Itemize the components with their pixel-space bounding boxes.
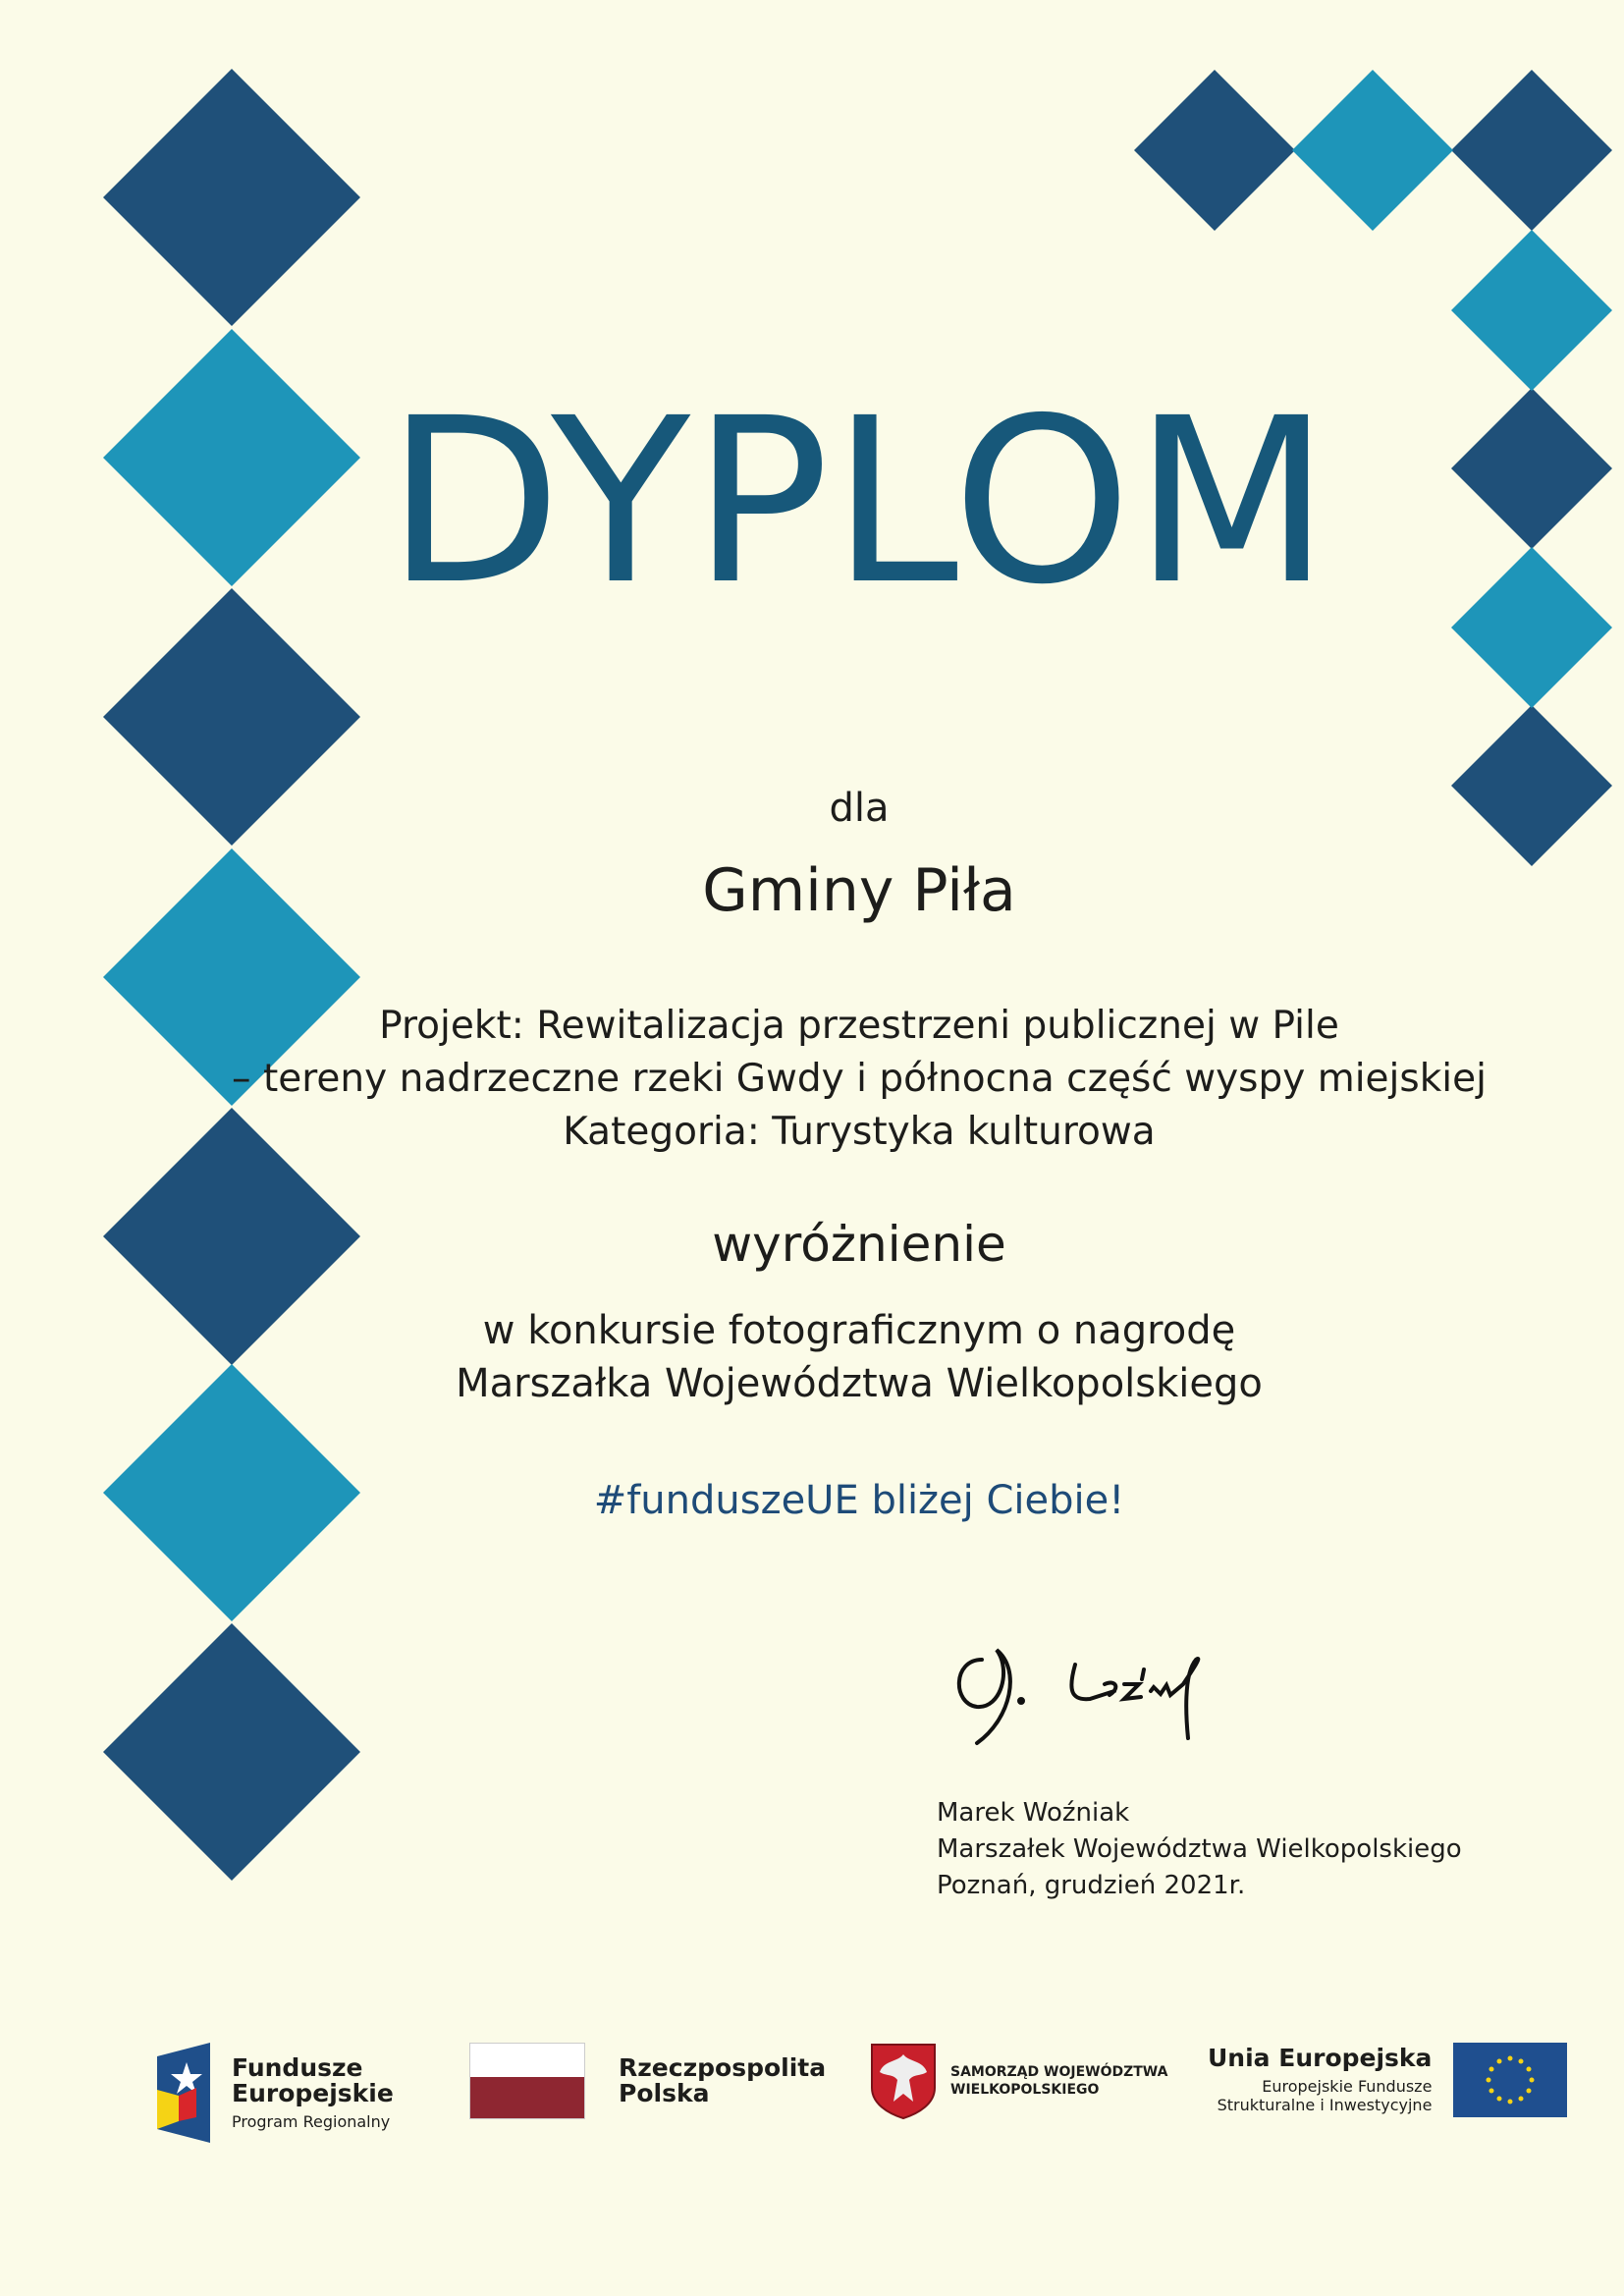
coat-of-arms-eagle-icon — [870, 2043, 937, 2119]
eu-flag-icon — [1453, 2043, 1567, 2117]
swl-line-1: SAMORZĄD WOJEWÓDZTWA — [950, 2064, 1168, 2080]
rp-line-1: Rzeczpospolita — [619, 2053, 827, 2082]
logo-fundusze-europejskie — [157, 2043, 394, 2143]
project-block — [0, 1000, 1624, 1159]
recipient-name: Gminy Piła — [702, 856, 1016, 925]
signatory-name: Marek Woźniak — [937, 1798, 1130, 1828]
ue-sub-2: Strukturalne i Inwestycyjne — [1217, 2096, 1433, 2114]
logo-unia-europejska — [1208, 2043, 1567, 2117]
polish-flag-icon — [469, 2043, 585, 2119]
diploma-title: DYPLOM — [386, 369, 1332, 634]
logo-rzeczpospolita-polska — [469, 2043, 826, 2119]
place-date: Poznań, grudzień 2021r. — [937, 1871, 1246, 1900]
project-category: Kategoria: Turystyka kulturowa — [563, 1110, 1156, 1154]
for-label: dla — [829, 786, 890, 831]
project-line-1: Projekt: Rewitalizacja przestrzeni publicznej w Pile — [379, 1004, 1339, 1048]
logo-samorzad-wojewodztwa — [870, 2043, 1167, 2119]
signatory-role: Marszałek Województwa Wielkopolskiego — [937, 1834, 1462, 1864]
award-name: wyróżnienie — [712, 1216, 1006, 1273]
fe-sub: Program Regionalny — [232, 2111, 391, 2131]
ue-sub-1: Europejskie Fundusze — [1262, 2077, 1433, 2096]
rp-line-2: Polska — [619, 2079, 710, 2107]
fe-line-1: Fundusze — [232, 2052, 363, 2082]
contest-line-2: Marszałka Województwa Wielkopolskiego — [456, 1361, 1263, 1406]
fe-star-icon — [157, 2043, 212, 2143]
project-line-2: – tereny nadrzeczne rzeki Gwdy i północna część wyspy miejskiej — [232, 1057, 1487, 1101]
hashtag: #funduszeUE bliżej Ciebie! — [593, 1478, 1125, 1523]
contest-line-1: w konkursie fotograficznym o nagrodę — [482, 1308, 1236, 1353]
signature — [943, 1630, 1316, 1748]
swl-line-2: WIELKOPOLSKIEGO — [950, 2082, 1100, 2098]
fe-line-2: Europejskie — [232, 2078, 394, 2107]
signature-block — [937, 1795, 1462, 1904]
ue-title: Unia Europejska — [1208, 2044, 1433, 2072]
contest-block — [0, 1304, 1624, 1410]
